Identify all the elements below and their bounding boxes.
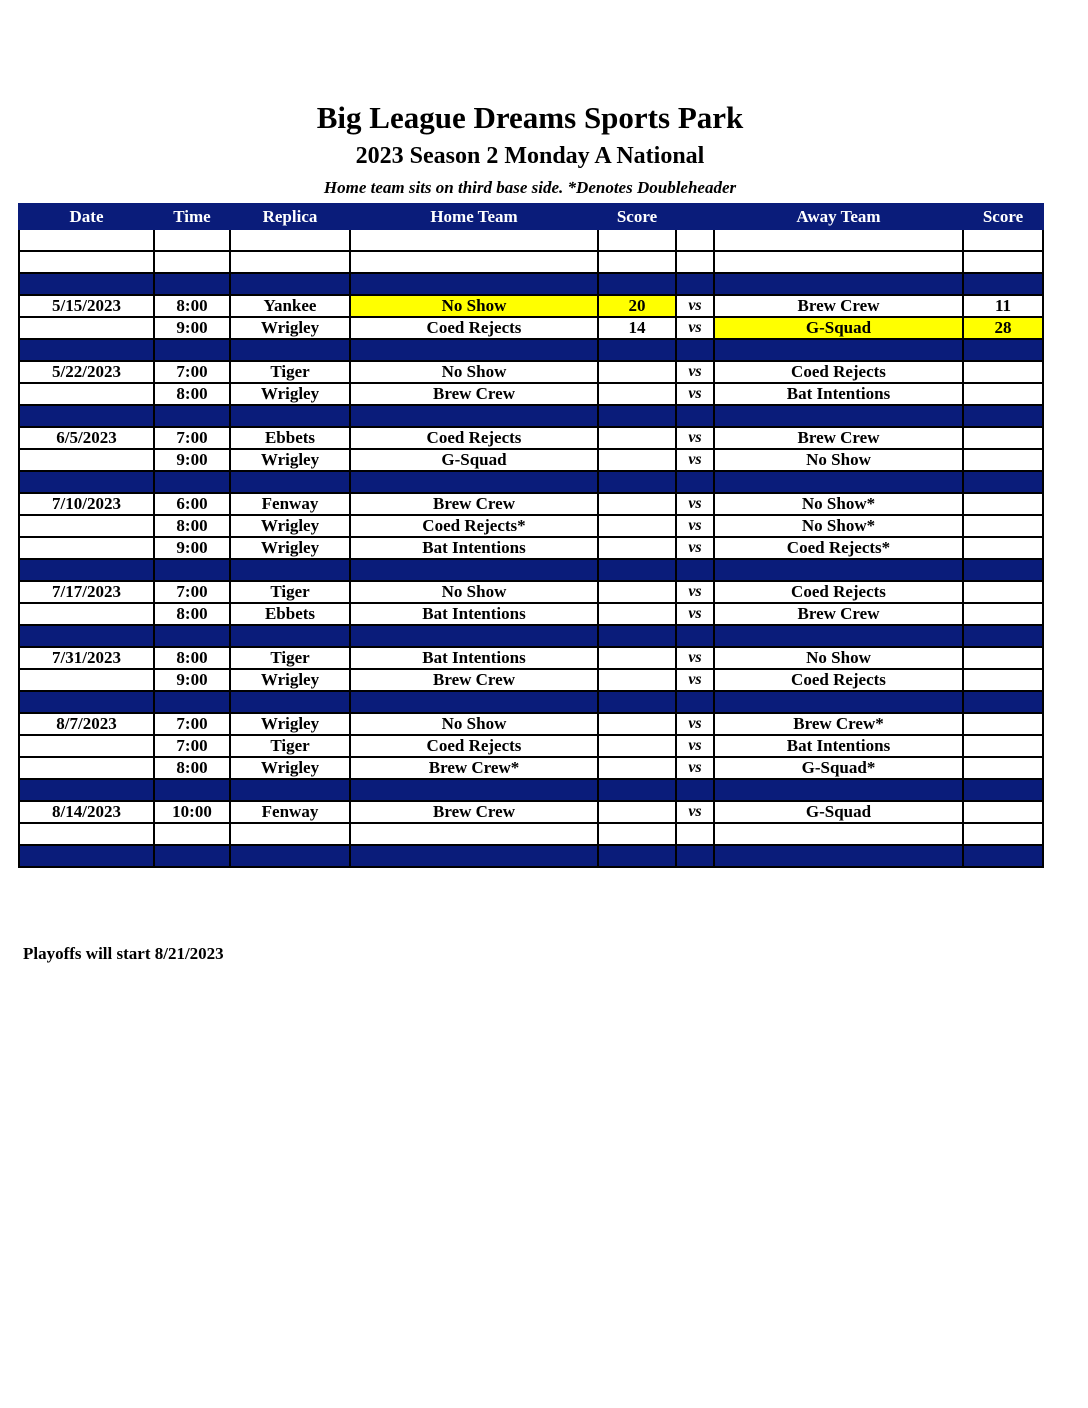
away-score-cell: [963, 603, 1043, 625]
home-score-cell: [598, 493, 676, 515]
home-team-cell: No Show: [350, 581, 598, 603]
away-score-cell: [963, 779, 1043, 801]
game-row: [19, 537, 1043, 559]
away-score-cell: [963, 757, 1043, 779]
vs-cell: [676, 471, 714, 493]
home-team-cell: [350, 273, 598, 295]
home-score-cell: [598, 735, 676, 757]
column-header-date: Date: [19, 204, 154, 229]
date-cell: 7/10/2023: [19, 493, 154, 515]
date-cell: 6/5/2023: [19, 427, 154, 449]
vs-cell: [676, 845, 714, 867]
away-team-cell: No Show: [714, 449, 963, 471]
time-cell: 8:00: [154, 603, 230, 625]
home-score-cell: [598, 471, 676, 493]
replica-cell: Fenway: [230, 493, 350, 515]
time-cell: 8:00: [154, 295, 230, 317]
home-score-cell: 14: [598, 317, 676, 339]
time-cell: 9:00: [154, 449, 230, 471]
away-team-cell: Bat Intentions: [714, 735, 963, 757]
vs-cell: vs: [676, 735, 714, 757]
away-team-cell: [714, 229, 963, 251]
home-team-cell: Coed Rejects: [350, 735, 598, 757]
separator-row: [19, 691, 1043, 713]
replica-cell: Ebbets: [230, 603, 350, 625]
home-team-cell: Bat Intentions: [350, 537, 598, 559]
separator-row: [19, 471, 1043, 493]
date-cell: [19, 625, 154, 647]
time-cell: 8:00: [154, 757, 230, 779]
away-team-cell: G-Squad: [714, 317, 963, 339]
home-score-cell: [598, 779, 676, 801]
home-score-cell: [598, 427, 676, 449]
date-cell: [19, 537, 154, 559]
home-score-cell: [598, 603, 676, 625]
away-score-cell: [963, 669, 1043, 691]
vs-cell: [676, 339, 714, 361]
home-team-cell: [350, 405, 598, 427]
date-cell: [19, 735, 154, 757]
replica-cell: Tiger: [230, 735, 350, 757]
home-team-cell: Brew Crew*: [350, 757, 598, 779]
time-cell: 8:00: [154, 515, 230, 537]
vs-cell: vs: [676, 647, 714, 669]
home-score-cell: [598, 581, 676, 603]
vs-cell: vs: [676, 669, 714, 691]
date-cell: 5/22/2023: [19, 361, 154, 383]
column-header-away-score: Score: [963, 204, 1043, 229]
column-header-replica: Replica: [230, 204, 350, 229]
home-team-cell: No Show: [350, 713, 598, 735]
date-cell: [19, 515, 154, 537]
table-header-row: [19, 204, 1043, 229]
home-team-cell: No Show: [350, 361, 598, 383]
away-team-cell: [714, 845, 963, 867]
away-team-cell: [714, 339, 963, 361]
date-cell: [19, 691, 154, 713]
replica-cell: [230, 339, 350, 361]
date-cell: 8/7/2023: [19, 713, 154, 735]
replica-cell: Wrigley: [230, 317, 350, 339]
date-cell: [19, 383, 154, 405]
home-score-cell: [598, 449, 676, 471]
replica-cell: [230, 559, 350, 581]
game-row: [19, 295, 1043, 317]
game-row: [19, 317, 1043, 339]
time-cell: 9:00: [154, 317, 230, 339]
date-cell: [19, 779, 154, 801]
away-score-cell: [963, 449, 1043, 471]
date-cell: [19, 449, 154, 471]
date-cell: 8/14/2023: [19, 801, 154, 823]
replica-cell: [230, 273, 350, 295]
away-score-cell: [963, 383, 1043, 405]
home-score-cell: 20: [598, 295, 676, 317]
vs-cell: vs: [676, 449, 714, 471]
away-score-cell: [963, 251, 1043, 273]
schedule-body: [19, 229, 1043, 867]
time-cell: [154, 229, 230, 251]
date-cell: [19, 757, 154, 779]
game-row: [19, 713, 1043, 735]
home-score-cell: [598, 339, 676, 361]
home-team-cell: Bat Intentions: [350, 603, 598, 625]
home-score-cell: [598, 845, 676, 867]
date-cell: [19, 405, 154, 427]
vs-cell: vs: [676, 493, 714, 515]
home-team-cell: [350, 823, 598, 845]
time-cell: 7:00: [154, 735, 230, 757]
home-score-cell: [598, 713, 676, 735]
home-team-cell: [350, 559, 598, 581]
vs-cell: vs: [676, 713, 714, 735]
replica-cell: Fenway: [230, 801, 350, 823]
page-title: Big League Dreams Sports Park: [316, 100, 744, 135]
away-team-cell: No Show: [714, 647, 963, 669]
away-score-cell: [963, 515, 1043, 537]
replica-cell: [230, 229, 350, 251]
date-cell: [19, 339, 154, 361]
vs-cell: [676, 273, 714, 295]
date-cell: 7/17/2023: [19, 581, 154, 603]
date-cell: [19, 559, 154, 581]
away-score-cell: [963, 559, 1043, 581]
away-team-cell: Brew Crew: [714, 295, 963, 317]
away-team-cell: [714, 625, 963, 647]
home-team-cell: Coed Rejects: [350, 427, 598, 449]
away-team-cell: [714, 559, 963, 581]
separator-row: [19, 339, 1043, 361]
away-team-cell: Coed Rejects: [714, 581, 963, 603]
replica-cell: Ebbets: [230, 427, 350, 449]
home-team-cell: No Show: [350, 295, 598, 317]
home-score-cell: [598, 361, 676, 383]
replica-cell: [230, 251, 350, 273]
game-row: [19, 603, 1043, 625]
vs-cell: vs: [676, 361, 714, 383]
date-cell: [19, 823, 154, 845]
time-cell: [154, 823, 230, 845]
replica-cell: Tiger: [230, 647, 350, 669]
vs-cell: [676, 625, 714, 647]
home-score-cell: [598, 537, 676, 559]
time-cell: [154, 625, 230, 647]
home-score-cell: [598, 669, 676, 691]
home-score-cell: [598, 273, 676, 295]
game-row: [19, 361, 1043, 383]
home-team-cell: Brew Crew: [350, 493, 598, 515]
replica-cell: Wrigley: [230, 383, 350, 405]
away-score-cell: [963, 273, 1043, 295]
time-cell: [154, 273, 230, 295]
home-team-cell: Coed Rejects: [350, 317, 598, 339]
replica-cell: Wrigley: [230, 669, 350, 691]
vs-cell: vs: [676, 295, 714, 317]
time-cell: 10:00: [154, 801, 230, 823]
home-team-cell: Brew Crew: [350, 669, 598, 691]
playoffs-note: Playoffs will start 8/21/2023: [23, 944, 224, 963]
away-score-cell: [963, 537, 1043, 559]
vs-cell: vs: [676, 537, 714, 559]
home-score-cell: [598, 515, 676, 537]
away-score-cell: [963, 405, 1043, 427]
vs-cell: [676, 405, 714, 427]
home-score-cell: [598, 691, 676, 713]
home-team-cell: [350, 779, 598, 801]
vs-cell: [676, 691, 714, 713]
separator-row: [19, 845, 1043, 867]
date-cell: [19, 251, 154, 273]
separator-row: [19, 273, 1043, 295]
replica-cell: Wrigley: [230, 537, 350, 559]
away-team-cell: No Show*: [714, 515, 963, 537]
replica-cell: [230, 845, 350, 867]
separator-row: [19, 405, 1043, 427]
game-row: [19, 427, 1043, 449]
away-team-cell: Bat Intentions: [714, 383, 963, 405]
game-row: [19, 515, 1043, 537]
time-cell: 7:00: [154, 713, 230, 735]
away-team-cell: Brew Crew*: [714, 713, 963, 735]
time-cell: [154, 845, 230, 867]
time-cell: 6:00: [154, 493, 230, 515]
away-score-cell: [963, 471, 1043, 493]
away-score-cell: [963, 493, 1043, 515]
away-team-cell: G-Squad: [714, 801, 963, 823]
vs-cell: vs: [676, 801, 714, 823]
home-team-cell: [350, 691, 598, 713]
game-row: [19, 449, 1043, 471]
blank-row: [19, 229, 1043, 251]
home-team-cell: [350, 229, 598, 251]
away-score-cell: [963, 735, 1043, 757]
vs-cell: [676, 559, 714, 581]
home-team-cell: Coed Rejects*: [350, 515, 598, 537]
replica-cell: Tiger: [230, 581, 350, 603]
home-team-cell: [350, 339, 598, 361]
date-cell: [19, 603, 154, 625]
away-team-cell: Brew Crew: [714, 427, 963, 449]
home-score-cell: [598, 625, 676, 647]
away-score-cell: [963, 691, 1043, 713]
away-score-cell: [963, 581, 1043, 603]
away-team-cell: [714, 273, 963, 295]
home-score-cell: [598, 823, 676, 845]
game-row: [19, 735, 1043, 757]
vs-cell: vs: [676, 427, 714, 449]
blank-row: [19, 823, 1043, 845]
time-cell: [154, 339, 230, 361]
game-row: [19, 669, 1043, 691]
away-team-cell: [714, 691, 963, 713]
schedule-table: [18, 203, 1044, 868]
away-team-cell: [714, 471, 963, 493]
home-team-cell: [350, 251, 598, 273]
time-cell: 9:00: [154, 669, 230, 691]
column-header-time: Time: [154, 204, 230, 229]
home-score-cell: [598, 757, 676, 779]
away-score-cell: [963, 845, 1043, 867]
replica-cell: [230, 625, 350, 647]
separator-row: [19, 625, 1043, 647]
vs-cell: vs: [676, 317, 714, 339]
time-cell: [154, 559, 230, 581]
home-score-cell: [598, 647, 676, 669]
home-team-cell: Bat Intentions: [350, 647, 598, 669]
column-header-away-team: Away Team: [714, 204, 963, 229]
date-cell: [19, 229, 154, 251]
vs-cell: vs: [676, 383, 714, 405]
time-cell: 7:00: [154, 361, 230, 383]
home-team-cell: Brew Crew: [350, 383, 598, 405]
replica-cell: Yankee: [230, 295, 350, 317]
home-score-cell: [598, 251, 676, 273]
away-team-cell: Coed Rejects: [714, 361, 963, 383]
away-team-cell: [714, 251, 963, 273]
time-cell: [154, 471, 230, 493]
doubleheader-note: Home team sits on third base side. *Denotes Doubleheader: [323, 178, 737, 197]
vs-cell: [676, 779, 714, 801]
replica-cell: [230, 779, 350, 801]
date-cell: 5/15/2023: [19, 295, 154, 317]
page-subtitle: 2023 Season 2 Monday A National: [355, 143, 705, 169]
away-team-cell: [714, 405, 963, 427]
blank-row: [19, 251, 1043, 273]
time-cell: [154, 691, 230, 713]
time-cell: [154, 405, 230, 427]
away-score-cell: [963, 801, 1043, 823]
game-row: [19, 581, 1043, 603]
time-cell: [154, 251, 230, 273]
game-row: [19, 647, 1043, 669]
column-header-vs: [676, 204, 714, 229]
separator-row: [19, 559, 1043, 581]
away-score-cell: [963, 361, 1043, 383]
date-cell: [19, 471, 154, 493]
home-score-cell: [598, 229, 676, 251]
replica-cell: [230, 691, 350, 713]
home-score-cell: [598, 801, 676, 823]
replica-cell: Wrigley: [230, 713, 350, 735]
vs-cell: vs: [676, 603, 714, 625]
away-score-cell: 11: [963, 295, 1043, 317]
vs-cell: vs: [676, 515, 714, 537]
away-score-cell: [963, 713, 1043, 735]
column-header-home-team: Home Team: [350, 204, 598, 229]
replica-cell: [230, 823, 350, 845]
date-cell: [19, 317, 154, 339]
away-score-cell: [963, 823, 1043, 845]
time-cell: 7:00: [154, 581, 230, 603]
vs-cell: vs: [676, 581, 714, 603]
home-score-cell: [598, 383, 676, 405]
column-header-home-score: Score: [598, 204, 676, 229]
time-cell: 8:00: [154, 647, 230, 669]
date-cell: [19, 669, 154, 691]
away-team-cell: No Show*: [714, 493, 963, 515]
date-cell: [19, 273, 154, 295]
home-team-cell: [350, 625, 598, 647]
away-score-cell: 28: [963, 317, 1043, 339]
replica-cell: Tiger: [230, 361, 350, 383]
away-score-cell: [963, 229, 1043, 251]
time-cell: 7:00: [154, 427, 230, 449]
away-score-cell: [963, 339, 1043, 361]
home-score-cell: [598, 405, 676, 427]
away-team-cell: [714, 779, 963, 801]
separator-row: [19, 779, 1043, 801]
vs-cell: [676, 251, 714, 273]
away-team-cell: Coed Rejects: [714, 669, 963, 691]
replica-cell: Wrigley: [230, 515, 350, 537]
game-row: [19, 757, 1043, 779]
replica-cell: [230, 471, 350, 493]
away-score-cell: [963, 427, 1043, 449]
home-team-cell: Brew Crew: [350, 801, 598, 823]
game-row: [19, 801, 1043, 823]
date-cell: [19, 845, 154, 867]
time-cell: 8:00: [154, 383, 230, 405]
away-team-cell: [714, 823, 963, 845]
vs-cell: [676, 229, 714, 251]
away-score-cell: [963, 625, 1043, 647]
vs-cell: vs: [676, 757, 714, 779]
time-cell: 9:00: [154, 537, 230, 559]
replica-cell: [230, 405, 350, 427]
away-team-cell: Coed Rejects*: [714, 537, 963, 559]
home-score-cell: [598, 559, 676, 581]
game-row: [19, 493, 1043, 515]
away-team-cell: G-Squad*: [714, 757, 963, 779]
home-team-cell: [350, 845, 598, 867]
game-row: [19, 383, 1043, 405]
vs-cell: [676, 823, 714, 845]
home-team-cell: [350, 471, 598, 493]
replica-cell: Wrigley: [230, 757, 350, 779]
date-cell: 7/31/2023: [19, 647, 154, 669]
away-score-cell: [963, 647, 1043, 669]
home-team-cell: G-Squad: [350, 449, 598, 471]
replica-cell: Wrigley: [230, 449, 350, 471]
time-cell: [154, 779, 230, 801]
away-team-cell: Brew Crew: [714, 603, 963, 625]
